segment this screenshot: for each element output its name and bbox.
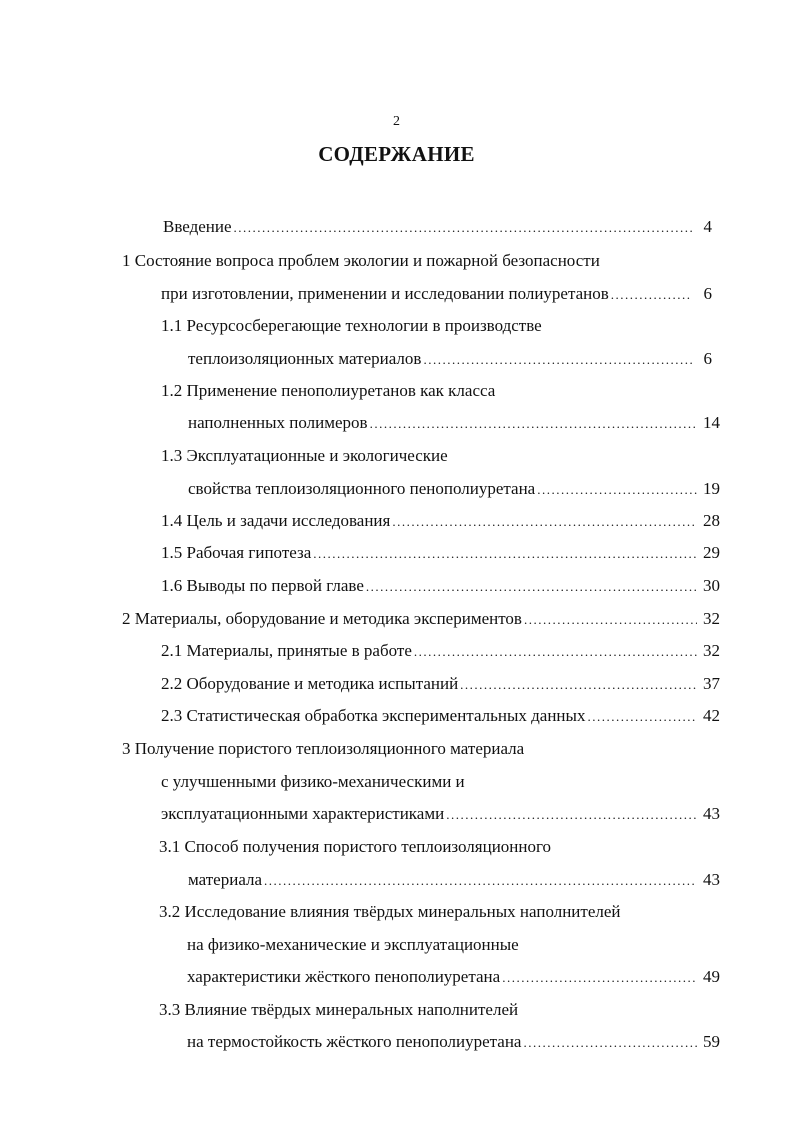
- dot-leader: [523, 1032, 697, 1054]
- toc-entry-title: 2.2 Оборудование и методика испытаний: [161, 674, 459, 693]
- dot-leader: [264, 870, 697, 892]
- toc-entry-page: 59: [703, 1032, 720, 1051]
- toc-entry-title: 2 Материалы, оборудование и методика экспериментов: [122, 609, 522, 628]
- dot-leader: [370, 413, 697, 435]
- toc-entry-title: теплоизоляционных материалов: [188, 349, 422, 368]
- toc-entry-title: характеристики жёсткого пенополиуретана: [187, 967, 501, 986]
- toc-section-2-1[interactable]: [161, 640, 720, 663]
- toc-entry-page: 6: [703, 349, 712, 368]
- toc-section-1-5[interactable]: [161, 542, 720, 565]
- dot-leader: [587, 706, 697, 728]
- dot-leader: [313, 543, 697, 565]
- toc-section-1-2-title[interactable]: 1.2 Применение пенополиуретанов как класса: [161, 381, 496, 400]
- toc-entry-page: 37: [703, 674, 720, 693]
- dot-leader: [611, 284, 692, 306]
- dot-leader: [366, 576, 697, 598]
- toc-entry-introduction[interactable]: [163, 216, 712, 239]
- toc-entry-title: материала: [188, 870, 263, 889]
- toc-chapter-1-title[interactable]: 1 Состояние вопроса проблем экологии и пожарной безопасности: [122, 251, 600, 270]
- toc-entry-page: 30: [703, 576, 720, 595]
- dot-leader: [446, 804, 697, 826]
- toc-entry-page: 42: [703, 706, 720, 725]
- toc-entry-title: 2.1 Материалы, принятые в работе: [161, 641, 412, 660]
- toc-entry-title: 1.6 Выводы по первой главе: [161, 576, 364, 595]
- dot-leader: [423, 349, 692, 371]
- toc-entry-page: 29: [703, 543, 720, 562]
- toc-chapter-3[interactable]: [161, 803, 720, 826]
- toc-entry-title: Введение: [163, 217, 232, 236]
- toc-entry-title: 1.4 Цель и задачи исследования: [161, 511, 391, 530]
- toc-entry-page: 43: [703, 870, 720, 889]
- toc-section-1-2[interactable]: [188, 412, 720, 435]
- toc-section-1-1-title[interactable]: 1.1 Ресурсосберегающие технологии в производстве: [161, 316, 542, 335]
- dot-leader: [414, 641, 697, 663]
- toc-entry-title: эксплуатационными характеристиками: [161, 804, 445, 823]
- dot-leader: [234, 217, 692, 239]
- toc-entry-page: 14: [703, 413, 720, 432]
- toc-entry-title: при изготовлении, применении и исследовании полиуретанов: [161, 284, 609, 303]
- toc-section-2-3[interactable]: [161, 705, 720, 728]
- dot-leader: [524, 609, 697, 631]
- toc-entry-page: 28: [703, 511, 720, 530]
- toc-entry-page: 32: [703, 609, 720, 628]
- toc-section-3-2-title[interactable]: 3.2 Исследование влияния твёрдых минеральных наполнителей: [159, 902, 621, 921]
- dot-leader: [537, 479, 697, 501]
- toc-entry-title: на термостойкость жёсткого пенополиуретана: [187, 1032, 522, 1051]
- dot-leader: [502, 967, 697, 989]
- toc-section-1-4[interactable]: [161, 510, 720, 533]
- toc-chapter-3-title[interactable]: 3 Получение пористого теплоизоляционного материала: [122, 739, 525, 758]
- toc-entry-page: 6: [703, 284, 712, 303]
- toc-entry-page: 49: [703, 967, 720, 986]
- toc-entry-title: 2.3 Статистическая обработка экспериментальных данных: [161, 706, 586, 725]
- toc-entry-page: 32: [703, 641, 720, 660]
- toc-section-3-1[interactable]: [188, 869, 720, 892]
- toc-entry-title: 1.5 Рабочая гипотеза: [161, 543, 312, 562]
- toc-section-3-3[interactable]: [187, 1031, 720, 1054]
- toc-section-1-3[interactable]: [188, 478, 720, 501]
- toc-chapter-3-title-cont[interactable]: с улучшенными физико-механическими и: [161, 772, 465, 791]
- toc-section-1-1[interactable]: [188, 348, 712, 371]
- toc-section-1-6[interactable]: [161, 575, 720, 598]
- toc-entry-title: наполненных полимеров: [188, 413, 368, 432]
- toc-entry-page: 19: [703, 479, 720, 498]
- toc-chapter-1[interactable]: [161, 283, 712, 306]
- dot-leader: [460, 674, 697, 696]
- toc-entry-page: 4: [703, 217, 712, 236]
- toc-section-3-2[interactable]: [187, 966, 720, 989]
- toc-section-1-3-title[interactable]: 1.3 Эксплуатационные и экологические: [161, 446, 448, 465]
- toc-section-3-3-title[interactable]: 3.3 Влияние твёрдых минеральных наполнителей: [159, 1000, 519, 1019]
- toc-section-3-2-title-cont[interactable]: на физико-механические и эксплуатационные: [187, 935, 519, 954]
- toc-entry-page: 43: [703, 804, 720, 823]
- toc-entry-title: свойства теплоизоляционного пенополиуретана: [188, 479, 536, 498]
- page-number: 2: [393, 114, 400, 129]
- dot-leader: [392, 511, 697, 533]
- toc-chapter-2[interactable]: [122, 608, 720, 631]
- toc-section-2-2[interactable]: [161, 673, 720, 696]
- page-title: СОДЕРЖАНИЕ: [318, 142, 475, 166]
- toc-section-3-1-title[interactable]: 3.1 Способ получения пористого теплоизоляционного: [159, 837, 552, 856]
